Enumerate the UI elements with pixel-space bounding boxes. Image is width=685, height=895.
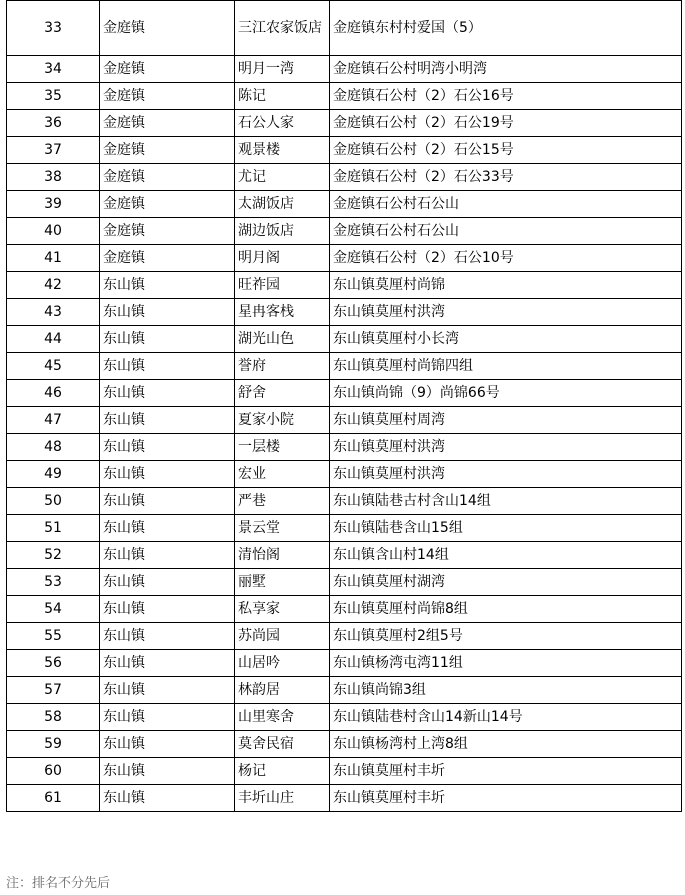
business-name-cell: 山居吟 bbox=[235, 650, 330, 677]
listing-table bbox=[6, 0, 682, 812]
table-row bbox=[7, 83, 682, 110]
table-row bbox=[7, 596, 682, 623]
row-number: 36 bbox=[7, 110, 100, 137]
town-cell: 东山镇 bbox=[100, 353, 235, 380]
table-body bbox=[7, 1, 682, 812]
address-cell: 金庭镇石公村（2）石公15号 bbox=[330, 137, 682, 164]
town-cell: 金庭镇 bbox=[100, 137, 235, 164]
row-number: 44 bbox=[7, 326, 100, 353]
business-name-cell: 一层楼 bbox=[235, 434, 330, 461]
town-cell: 东山镇 bbox=[100, 758, 235, 785]
town-cell: 东山镇 bbox=[100, 623, 235, 650]
business-name-cell: 清怡阁 bbox=[235, 542, 330, 569]
town-cell: 东山镇 bbox=[100, 542, 235, 569]
address-cell: 金庭镇石公村（2）石公16号 bbox=[330, 83, 682, 110]
business-name-cell: 石公人家 bbox=[235, 110, 330, 137]
table-row bbox=[7, 272, 682, 299]
business-name-cell: 丽墅 bbox=[235, 569, 330, 596]
address-cell: 金庭镇东村村爱国（5） bbox=[330, 1, 682, 56]
address-cell: 东山镇杨湾屯湾11组 bbox=[330, 650, 682, 677]
business-name-cell: 誉府 bbox=[235, 353, 330, 380]
business-name-cell: 星冉客栈 bbox=[235, 299, 330, 326]
row-number: 34 bbox=[7, 56, 100, 83]
row-number: 38 bbox=[7, 164, 100, 191]
town-cell: 东山镇 bbox=[100, 407, 235, 434]
business-name-cell: 舒舍 bbox=[235, 380, 330, 407]
table-row bbox=[7, 731, 682, 758]
table-row bbox=[7, 569, 682, 596]
address-cell: 金庭镇石公村（2）石公33号 bbox=[330, 164, 682, 191]
town-cell: 金庭镇 bbox=[100, 245, 235, 272]
row-number: 52 bbox=[7, 542, 100, 569]
table-row bbox=[7, 110, 682, 137]
address-cell: 金庭镇石公村（2）石公10号 bbox=[330, 245, 682, 272]
table-row bbox=[7, 326, 682, 353]
table-row bbox=[7, 380, 682, 407]
address-cell: 金庭镇石公村明湾小明湾 bbox=[330, 56, 682, 83]
table-row bbox=[7, 515, 682, 542]
table-row bbox=[7, 542, 682, 569]
address-cell: 东山镇莫厘村尚锦 bbox=[330, 272, 682, 299]
footnote: 注：排名不分先后 bbox=[6, 876, 111, 891]
table-row bbox=[7, 704, 682, 731]
town-cell: 东山镇 bbox=[100, 731, 235, 758]
row-number: 42 bbox=[7, 272, 100, 299]
business-name-cell: 山里寒舍 bbox=[235, 704, 330, 731]
address-cell: 东山镇莫厘村湖湾 bbox=[330, 569, 682, 596]
business-name-cell: 景云堂 bbox=[235, 515, 330, 542]
business-name-cell: 太湖饭店 bbox=[235, 191, 330, 218]
business-name-cell: 明月一湾 bbox=[235, 56, 330, 83]
row-number: 54 bbox=[7, 596, 100, 623]
town-cell: 东山镇 bbox=[100, 704, 235, 731]
business-name-cell: 夏家小院 bbox=[235, 407, 330, 434]
table-row bbox=[7, 488, 682, 515]
row-number: 53 bbox=[7, 569, 100, 596]
town-cell: 金庭镇 bbox=[100, 83, 235, 110]
row-number: 41 bbox=[7, 245, 100, 272]
town-cell: 东山镇 bbox=[100, 461, 235, 488]
table-row bbox=[7, 677, 682, 704]
table-row bbox=[7, 353, 682, 380]
table-row bbox=[7, 191, 682, 218]
town-cell: 东山镇 bbox=[100, 677, 235, 704]
row-number: 57 bbox=[7, 677, 100, 704]
row-number: 58 bbox=[7, 704, 100, 731]
row-number: 61 bbox=[7, 785, 100, 812]
address-cell: 东山镇尚锦（9）尚锦66号 bbox=[330, 380, 682, 407]
address-cell: 东山镇陆巷含山15组 bbox=[330, 515, 682, 542]
address-cell: 东山镇陆巷古村含山14组 bbox=[330, 488, 682, 515]
row-number: 33 bbox=[7, 1, 100, 56]
business-name-cell: 湖光山色 bbox=[235, 326, 330, 353]
row-number: 37 bbox=[7, 137, 100, 164]
table-row bbox=[7, 434, 682, 461]
row-number: 45 bbox=[7, 353, 100, 380]
town-cell: 金庭镇 bbox=[100, 56, 235, 83]
table-row bbox=[7, 164, 682, 191]
town-cell: 东山镇 bbox=[100, 488, 235, 515]
business-name-cell: 明月阁 bbox=[235, 245, 330, 272]
address-cell: 东山镇莫厘村2组5号 bbox=[330, 623, 682, 650]
address-cell: 东山镇尚锦3组 bbox=[330, 677, 682, 704]
row-number: 56 bbox=[7, 650, 100, 677]
address-cell: 金庭镇石公村石公山 bbox=[330, 218, 682, 245]
business-name-cell: 私享家 bbox=[235, 596, 330, 623]
row-number: 49 bbox=[7, 461, 100, 488]
row-number: 47 bbox=[7, 407, 100, 434]
address-cell: 东山镇莫厘村尚锦四组 bbox=[330, 353, 682, 380]
address-cell: 东山镇莫厘村小长湾 bbox=[330, 326, 682, 353]
business-name-cell: 湖边饭店 bbox=[235, 218, 330, 245]
town-cell: 东山镇 bbox=[100, 326, 235, 353]
table-row bbox=[7, 299, 682, 326]
business-name-cell: 陈记 bbox=[235, 83, 330, 110]
address-cell: 东山镇莫厘村丰圻 bbox=[330, 758, 682, 785]
address-cell: 东山镇莫厘村丰圻 bbox=[330, 785, 682, 812]
address-cell: 东山镇莫厘村洪湾 bbox=[330, 299, 682, 326]
table-row bbox=[7, 623, 682, 650]
table-row bbox=[7, 137, 682, 164]
town-cell: 金庭镇 bbox=[100, 1, 235, 56]
table-row bbox=[7, 56, 682, 83]
row-number: 50 bbox=[7, 488, 100, 515]
address-cell: 东山镇杨湾村上湾8组 bbox=[330, 731, 682, 758]
business-name-cell: 杨记 bbox=[235, 758, 330, 785]
row-number: 51 bbox=[7, 515, 100, 542]
town-cell: 东山镇 bbox=[100, 596, 235, 623]
table-row bbox=[7, 785, 682, 812]
address-cell: 东山镇陆巷村含山14新山14号 bbox=[330, 704, 682, 731]
business-name-cell: 尤记 bbox=[235, 164, 330, 191]
town-cell: 东山镇 bbox=[100, 272, 235, 299]
table-row bbox=[7, 758, 682, 785]
town-cell: 东山镇 bbox=[100, 650, 235, 677]
business-name-cell: 苏尚园 bbox=[235, 623, 330, 650]
address-cell: 东山镇莫厘村周湾 bbox=[330, 407, 682, 434]
table-row bbox=[7, 1, 682, 56]
row-number: 43 bbox=[7, 299, 100, 326]
address-cell: 金庭镇石公村（2）石公19号 bbox=[330, 110, 682, 137]
business-name-cell: 莫舍民宿 bbox=[235, 731, 330, 758]
row-number: 48 bbox=[7, 434, 100, 461]
row-number: 46 bbox=[7, 380, 100, 407]
town-cell: 东山镇 bbox=[100, 515, 235, 542]
business-name-cell: 严巷 bbox=[235, 488, 330, 515]
table-row bbox=[7, 650, 682, 677]
town-cell: 金庭镇 bbox=[100, 191, 235, 218]
business-name-cell: 观景楼 bbox=[235, 137, 330, 164]
town-cell: 金庭镇 bbox=[100, 164, 235, 191]
business-name-cell: 旺祚园 bbox=[235, 272, 330, 299]
table-row bbox=[7, 218, 682, 245]
town-cell: 东山镇 bbox=[100, 569, 235, 596]
business-name-cell: 林韵居 bbox=[235, 677, 330, 704]
table-row bbox=[7, 461, 682, 488]
town-cell: 东山镇 bbox=[100, 434, 235, 461]
business-name-cell: 丰圻山庄 bbox=[235, 785, 330, 812]
town-cell: 东山镇 bbox=[100, 299, 235, 326]
table-row bbox=[7, 407, 682, 434]
address-cell: 金庭镇石公村石公山 bbox=[330, 191, 682, 218]
town-cell: 东山镇 bbox=[100, 785, 235, 812]
table-row bbox=[7, 245, 682, 272]
row-number: 39 bbox=[7, 191, 100, 218]
row-number: 35 bbox=[7, 83, 100, 110]
address-cell: 东山镇莫厘村洪湾 bbox=[330, 461, 682, 488]
address-cell: 东山镇莫厘村洪湾 bbox=[330, 434, 682, 461]
row-number: 55 bbox=[7, 623, 100, 650]
business-name-cell: 三江农家饭店 bbox=[235, 1, 330, 56]
business-name-cell: 宏业 bbox=[235, 461, 330, 488]
address-cell: 东山镇莫厘村尚锦8组 bbox=[330, 596, 682, 623]
address-cell: 东山镇含山村14组 bbox=[330, 542, 682, 569]
row-number: 40 bbox=[7, 218, 100, 245]
town-cell: 金庭镇 bbox=[100, 110, 235, 137]
town-cell: 金庭镇 bbox=[100, 218, 235, 245]
town-cell: 东山镇 bbox=[100, 380, 235, 407]
row-number: 59 bbox=[7, 731, 100, 758]
row-number: 60 bbox=[7, 758, 100, 785]
